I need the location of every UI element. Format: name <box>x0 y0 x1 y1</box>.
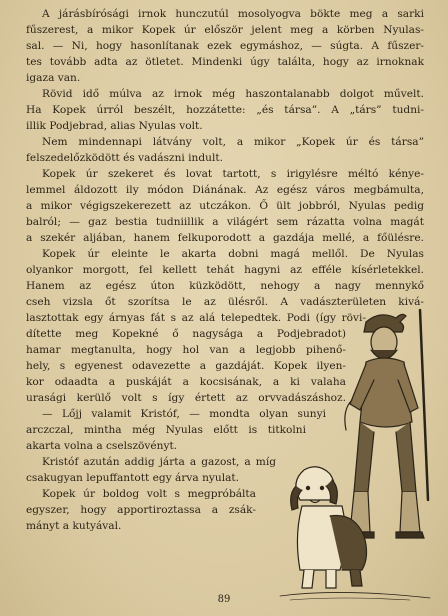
text-line: urasági kerülő volt s így értett az orvvadászáshoz. <box>26 392 346 404</box>
page-number: 89 <box>217 594 231 605</box>
text-line: felszedelőzködött és vadászni indult. <box>26 152 223 164</box>
text-line: Kopek úr szekeret és lovat tartott, s irigylésre méltó kénye- <box>42 168 424 180</box>
text-line: Hanem az egész úton küzködött, nehogy a nagy mennykő <box>26 280 424 292</box>
text-line: A járásbírósági irnok hunczutúl mosolyogva bökte meg a sarki <box>42 8 424 20</box>
text-line: lemmel áldozott ily módon Diánának. Az egész város megbámulta, <box>26 184 424 196</box>
text-line: sal. — Ni, hogy hasonlítanak ezek egymáshoz, — súgta. A fűszer- <box>26 40 424 52</box>
text-line: Nem mindennapi látvány volt, a mikor „Kopek úr és társa” <box>42 136 424 148</box>
text-line: csakugyan lepuffantott egy árva nyulat. <box>26 472 240 484</box>
text-line: Kristóf azután addig járta a gazost, a míg <box>42 456 276 468</box>
text-line: Kopek úr eleinte le akarta dobni magá mellől. De Nyulas <box>42 248 424 260</box>
text-line: dítette meg Kopekné ő nagysága a Podjebradot) <box>26 328 346 340</box>
text-line: lasztottak egy árnyas fát s az alá telepedtek. Podi (így rövi- <box>26 312 366 324</box>
text-line: hamar megtanulta, hogy hol van a legjobb pihenő- <box>26 344 346 356</box>
text-line: arczczal, mintha még Nyulas előtt is titkolni <box>26 424 306 436</box>
text-line: Kopek úr boldog volt s megpróbálta <box>42 488 256 500</box>
text-line: Ha Kopek úrról beszélt, hozzátette: „és társa”. A „társ” tudni- <box>26 104 424 116</box>
text-line: a mikor végigszekerezett az utczákon. Ő ült jobbról, Nyulas pedig <box>26 200 424 212</box>
text-line: kor odaadta a puskáját a kocsisának, a ki valaha <box>26 376 346 388</box>
text-line: hely, s egyenest odavezette a gazdáját. Kopek ilyen- <box>26 360 346 372</box>
text-line: illik Podjebrad, alias Nyulas volt. <box>26 120 203 132</box>
text-line: tes tovább adta az ötletet. Mindenki úgy találta, hogy az irnoknak <box>26 56 424 68</box>
text-line: akarta volna a cselszövényt. <box>26 440 178 452</box>
text-line: Rövid idő múlva az irnok még haszontalanabb dolgot művelt. <box>42 88 424 100</box>
text-line: igaza van. <box>26 72 81 84</box>
hunter-and-dog-illustration <box>270 300 440 610</box>
text-line: cseh vizsla őt szorítsa le az ülésről. A vadászterületen kivá- <box>26 296 424 308</box>
text-line: a szekér aljában, hanem felkuporodott a gazdája mellé, a főülésre. <box>26 232 424 244</box>
text-line: egyszer, hogy apportiroztassa a zsák- <box>26 504 256 516</box>
text-line: balról; — gaz bestia tudniillik a világért sem rázatta volna magát <box>26 216 424 228</box>
text-line: olyankor morgott, fel kellett tehát hagyni az efféle kísérletekkel. <box>26 264 424 276</box>
text-line: fűszerest, a mikor Kopek úr először jelent meg a körben Nyulas- <box>26 24 424 36</box>
text-line: mányt a kutyával. <box>26 520 122 532</box>
text-line: — Lőjj valamit Kristóf, — mondta olyan sunyi <box>42 408 326 420</box>
